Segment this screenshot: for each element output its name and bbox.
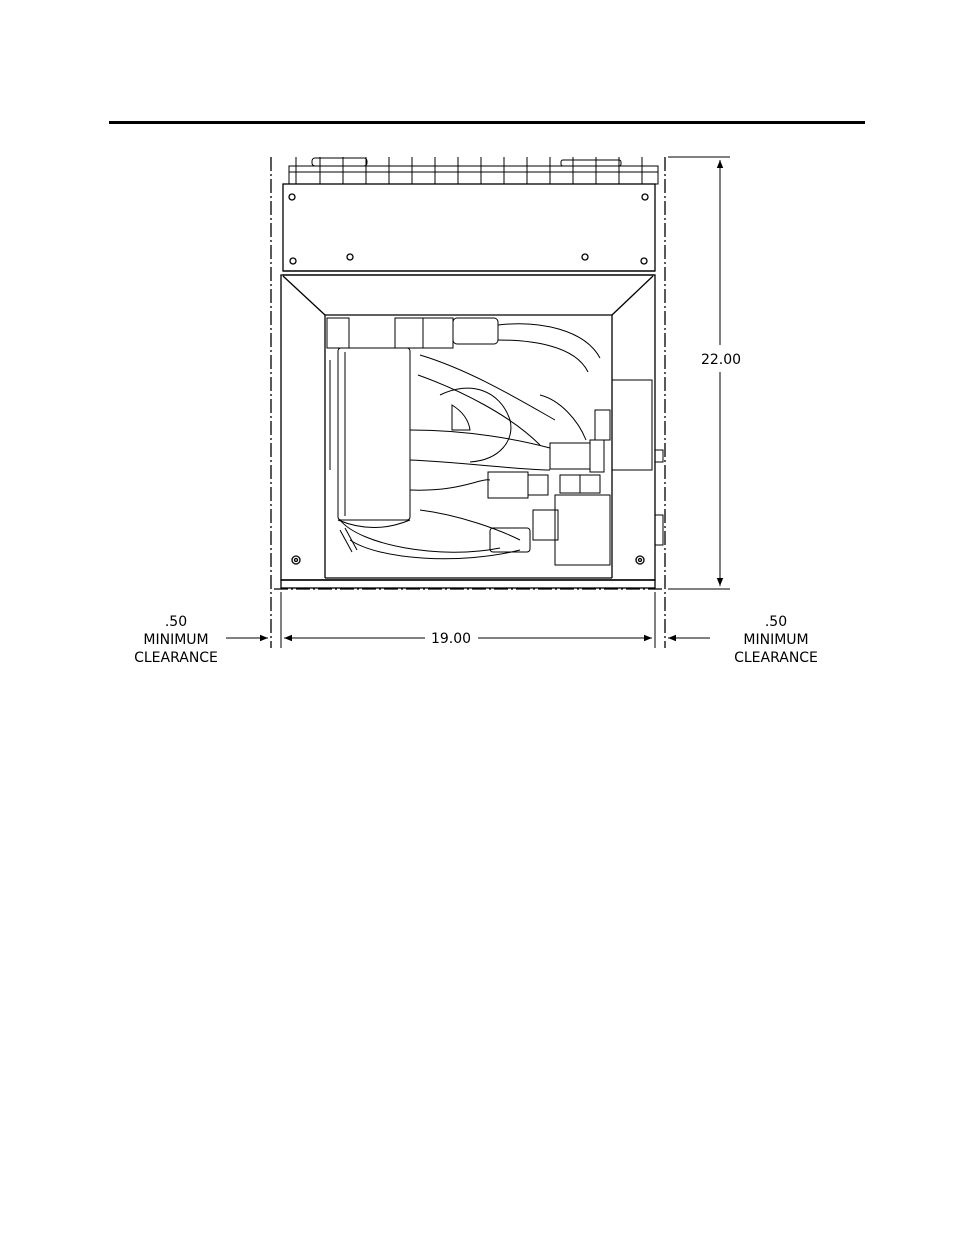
main-housing — [281, 275, 655, 588]
right-clearance-line2: CLEARANCE — [734, 650, 818, 666]
height-dimension — [668, 157, 730, 589]
height-dimension-label: 22.00 — [700, 352, 742, 368]
top-grille — [289, 157, 658, 184]
left-clearance-line2: CLEARANCE — [134, 650, 218, 666]
top-panel — [283, 184, 655, 275]
left-clearance-line1: MINIMUM — [143, 632, 209, 648]
right-clearance-value: .50 — [764, 614, 788, 630]
right-clearance-line1: MINIMUM — [743, 632, 809, 648]
width-dimension-label: 19.00 — [430, 631, 472, 647]
left-clearance-value: .50 — [164, 614, 188, 630]
